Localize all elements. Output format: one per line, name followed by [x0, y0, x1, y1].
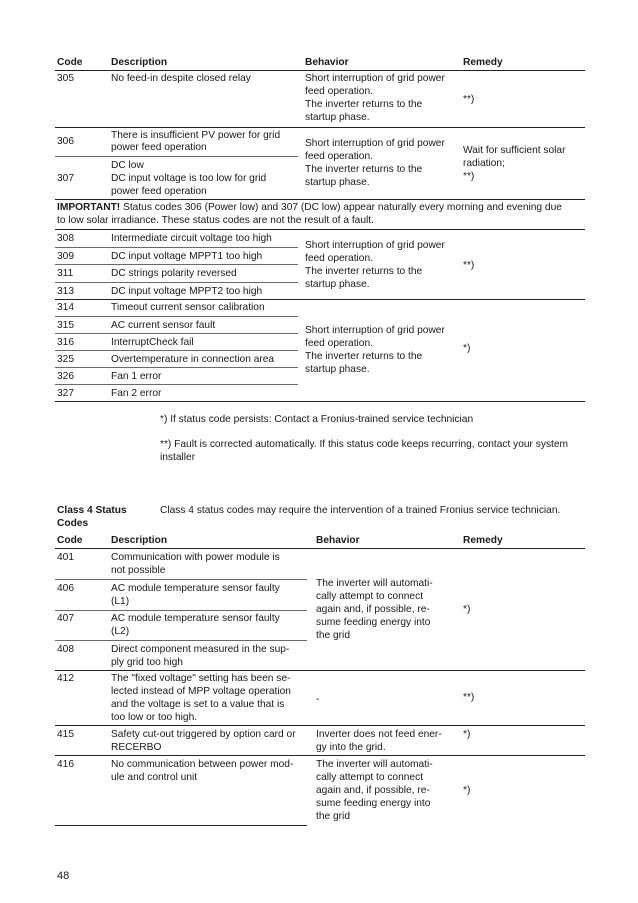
desc-415: Safety cut-out triggered by option card or — [111, 729, 296, 740]
footnote-single-star: *) If status code persists: Contact a Fronius-trained service technician — [160, 414, 474, 425]
desc-407: AC module temperature sensor faulty — [111, 613, 280, 624]
behavior-line: The inverter returns to the — [305, 99, 423, 110]
remedy-306-307: Wait for sufficient solar — [463, 145, 566, 156]
remedy-415: *) — [463, 729, 471, 740]
desc-416: ule and control unit — [111, 772, 198, 783]
remedy-306-307: radiation; — [463, 158, 505, 169]
header-description: Description — [111, 57, 168, 68]
desc-305: No feed-in despite closed relay — [111, 73, 251, 84]
desc-415: RECERBO — [111, 742, 162, 753]
desc-406: (L1) — [111, 596, 130, 607]
behavior-line: Short interruption of grid power — [305, 73, 445, 84]
behavior-line: The inverter returns to the — [305, 266, 423, 277]
behavior-415: Inverter does not feed ener- — [316, 729, 442, 740]
behavior-line: startup phase. — [305, 279, 370, 290]
desc-416: No communication between power mod- — [111, 759, 294, 770]
code-307: 307 — [57, 173, 74, 184]
desc-307: DC input voltage is too low for grid — [111, 173, 267, 184]
desc-325: Overtemperature in connection area — [111, 354, 275, 365]
behavior-416: cally attempt to connect — [316, 772, 424, 783]
code-315: 315 — [57, 320, 74, 331]
behavior-line: sume feeding energy into — [316, 617, 431, 628]
desc-306: power feed operation — [111, 142, 207, 153]
header-code: Code — [57, 57, 83, 68]
remedy-412: **) — [463, 692, 475, 703]
code-308: 308 — [57, 233, 74, 244]
remedy-306-307: **) — [463, 171, 475, 182]
code-326: 326 — [57, 371, 74, 382]
code-309: 309 — [57, 251, 74, 262]
behavior-line: the grid — [316, 630, 350, 641]
code-325: 325 — [57, 354, 74, 365]
code-306: 306 — [57, 136, 74, 147]
footnote-double-star: **) Fault is corrected automatically. If this status code keeps recurring, contact your system — [160, 439, 569, 450]
behavior-line: The inverter will automati- — [316, 578, 433, 589]
code-316: 316 — [57, 337, 74, 348]
behavior-line: The inverter returns to the — [305, 164, 423, 175]
desc-308: Intermediate circuit voltage too high — [111, 233, 272, 244]
behavior-line: startup phase. — [305, 112, 370, 123]
behavior-line: startup phase. — [305, 364, 370, 375]
important-text: to low solar irradiance. These status codes are not the result of a fault. — [57, 215, 374, 226]
important-note — [57, 202, 562, 214]
desc-401: not possible — [111, 565, 166, 576]
footnote-double-star: installer — [160, 452, 196, 463]
behavior-415: gy into the grid. — [316, 742, 386, 753]
desc-408: ply grid too high — [111, 657, 183, 668]
important-text: Status codes 306 (Power low) and 307 (DC low) appear naturally every morning and evening due — [120, 202, 562, 213]
behavior-line: again and, if possible, re- — [316, 604, 430, 615]
desc-408: Direct component measured in the sup- — [111, 644, 290, 655]
behavior-412: - — [316, 694, 320, 705]
desc-412: and the voltage is set to a value that is — [111, 699, 285, 710]
behavior-416: the grid — [316, 811, 350, 822]
remedy-314-327: *) — [463, 343, 471, 354]
desc-412: The "fixed voltage" setting has been se- — [111, 673, 291, 684]
code-415: 415 — [57, 729, 74, 740]
desc-311: DC strings polarity reversed — [111, 268, 237, 279]
desc-326: Fan 1 error — [111, 371, 162, 382]
code-311: 311 — [57, 268, 74, 279]
desc-412: lected instead of MPP voltage operation — [111, 686, 291, 697]
behavior-line: startup phase. — [305, 177, 370, 188]
section-title: Class 4 Status — [57, 505, 127, 516]
behavior-line: Short interruption of grid power — [305, 325, 445, 336]
code-407: 407 — [57, 613, 74, 624]
header-description: Description — [111, 535, 168, 546]
code-416: 416 — [57, 759, 74, 770]
page-number: 48 — [57, 870, 70, 882]
desc-412: too low or too high. — [111, 712, 198, 723]
behavior-line: feed operation. — [305, 151, 373, 162]
header-remedy: Remedy — [463, 57, 503, 68]
behavior-line: cally attempt to connect — [316, 591, 424, 602]
section-title: Codes — [57, 518, 89, 529]
behavior-line: feed operation. — [305, 338, 373, 349]
remedy-401-408: *) — [463, 604, 471, 615]
code-305: 305 — [57, 73, 74, 84]
header-code: Code — [57, 535, 83, 546]
remedy-305: **) — [463, 94, 475, 105]
header-behavior: Behavior — [316, 535, 360, 546]
desc-309: DC input voltage MPPT1 too high — [111, 251, 263, 262]
remedy-416: *) — [463, 785, 471, 796]
behavior-line: Short interruption of grid power — [305, 240, 445, 251]
behavior-416: again and, if possible, re- — [316, 785, 430, 796]
behavior-line: feed operation. — [305, 253, 373, 264]
behavior-line: feed operation. — [305, 86, 373, 97]
header-behavior: Behavior — [305, 57, 349, 68]
code-327: 327 — [57, 388, 74, 399]
code-401: 401 — [57, 552, 74, 563]
header-remedy: Remedy — [463, 535, 503, 546]
code-408: 408 — [57, 644, 74, 655]
desc-406: AC module temperature sensor faulty — [111, 583, 280, 594]
section-intro: Class 4 status codes may require the intervention of a trained Fronius service technician. — [160, 505, 561, 516]
desc-327: Fan 2 error — [111, 388, 162, 399]
desc-314: Timeout current sensor calibration — [111, 302, 265, 313]
remedy-308-313: **) — [463, 260, 475, 271]
behavior-line: The inverter returns to the — [305, 351, 423, 362]
code-406: 406 — [57, 583, 74, 594]
desc-307: DC low — [111, 160, 144, 171]
desc-313: DC input voltage MPPT2 too high — [111, 286, 263, 297]
code-313: 313 — [57, 286, 74, 297]
important-label: IMPORTANT! — [57, 202, 121, 213]
desc-306: There is insufficient PV power for grid — [111, 130, 281, 141]
behavior-416: The inverter will automati- — [316, 759, 433, 770]
desc-307: power feed operation — [111, 186, 207, 197]
behavior-line: Short interruption of grid power — [305, 138, 445, 149]
desc-407: (L2) — [111, 626, 130, 637]
code-412: 412 — [57, 673, 74, 684]
code-314: 314 — [57, 302, 74, 313]
desc-315: AC current sensor fault — [111, 320, 216, 331]
desc-316: InterruptCheck fail — [111, 337, 194, 348]
desc-401: Communication with power module is — [111, 552, 280, 563]
behavior-416: sume feeding energy into — [316, 798, 431, 809]
